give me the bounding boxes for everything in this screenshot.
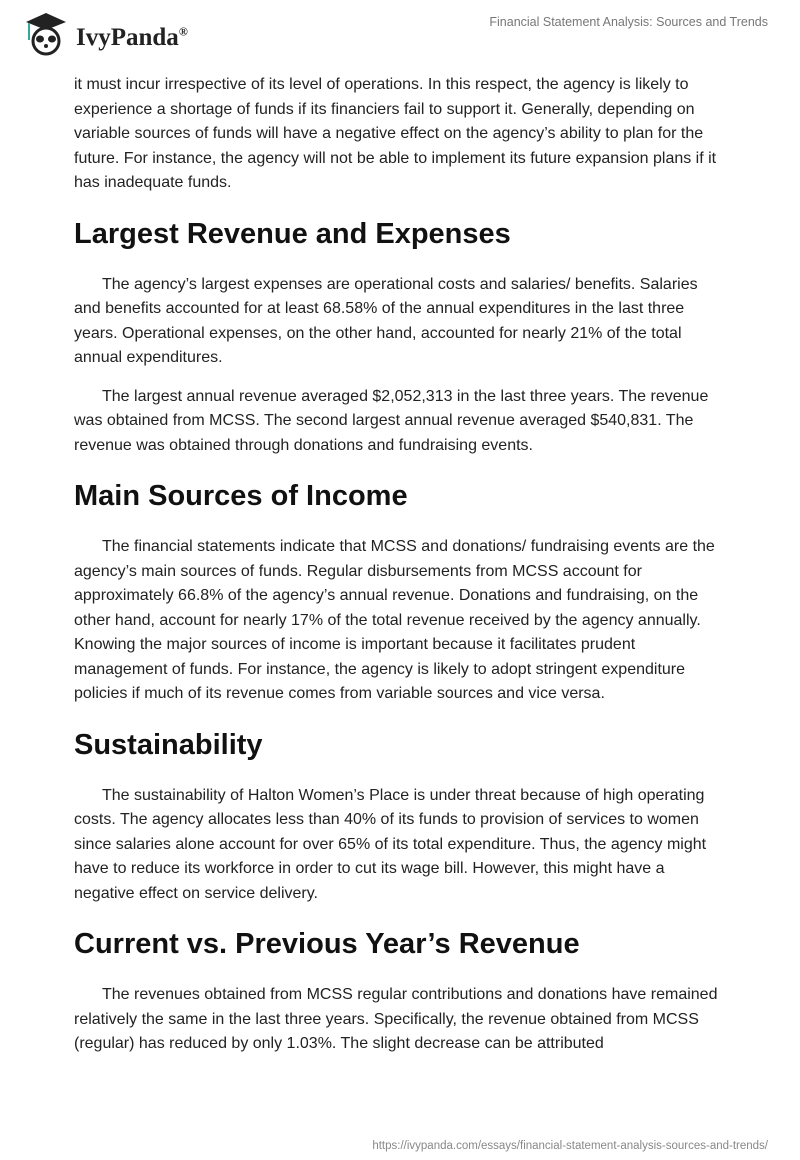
paragraph: The financial statements indicate that MCSS and donations/ fundraising events are the agency’s main sources of funds. Regular disbursements from MCSS account for approximately 66.8% of the agency’s annual revenue. Donations and fundraising, on the other hand, account for nearly 17% of the total revenue received by the agency annually. Knowing the major sources of income is important because it facilitates prudent management of funds. For instance, the agency is likely to adopt stringent expenditure policies if much of its revenue comes from variable sources and vice versa. (74, 538, 715, 702)
paragraph: The agency’s largest expenses are operational costs and salaries/ benefits. Salaries and benefits accounted for at least 68.58% of the annual expenditures in the last three years. Operational expenses, on the other hand, accounted for nearly 21% of the total annual expenditures. (74, 275, 698, 366)
paragraph: it must incur irrespective of its level of operations. In this respect, the agency is likely to experience a shortage of funds if its financiers fail to support it. Generally, depending on variable sources of funds will have a negative effect on the agency’s ability to plan for the future. For instance, the agency will not be able to implement its future expansion plans if it has inadequate funds. (74, 76, 717, 191)
section-heading: Main Sources of Income (74, 480, 408, 512)
section-heading: Current vs. Previous Year’s Revenue (74, 928, 580, 960)
paragraph: The revenues obtained from MCSS regular contributions and donations have remained relatively the same in the last three years. Specifically, the revenue obtained from MCSS (regular) has reduced by only 1.03%. The slight decrease can be attributed (74, 986, 718, 1052)
source-url[interactable]: https://ivypanda.com/essays/financial-statement-analysis-sources-and-trends/ (372, 1140, 768, 1152)
document-title: Financial Statement Analysis: Sources and Trends (489, 15, 768, 29)
ivypanda-logo[interactable] (20, 10, 188, 56)
brand-text: IvyPanda (76, 24, 179, 51)
header (0, 0, 800, 60)
article-body (74, 73, 724, 1071)
brand-name (76, 24, 188, 52)
registered-mark: ® (178, 24, 188, 39)
panda-graduate-icon (20, 10, 72, 56)
paragraph: The largest annual revenue averaged $2,052,313 in the last three years. The revenue was obtained from MCSS. The second largest annual revenue averaged $540,831. The revenue was obtained through donations and fundraising events. (74, 387, 709, 454)
paragraph: The sustainability of Halton Women’s Place is under threat because of high operating costs. The agency allocates less than 40% of its funds to provision of services to women since salaries alone account for over 65% of its total expenditure. Thus, the agency might have to reduce its workforce in order to cut its wage bill. However, this might have a negative effect on service delivery. (74, 786, 707, 902)
section-heading: Sustainability (74, 728, 263, 761)
section-heading: Largest Revenue and Expenses (74, 217, 511, 250)
